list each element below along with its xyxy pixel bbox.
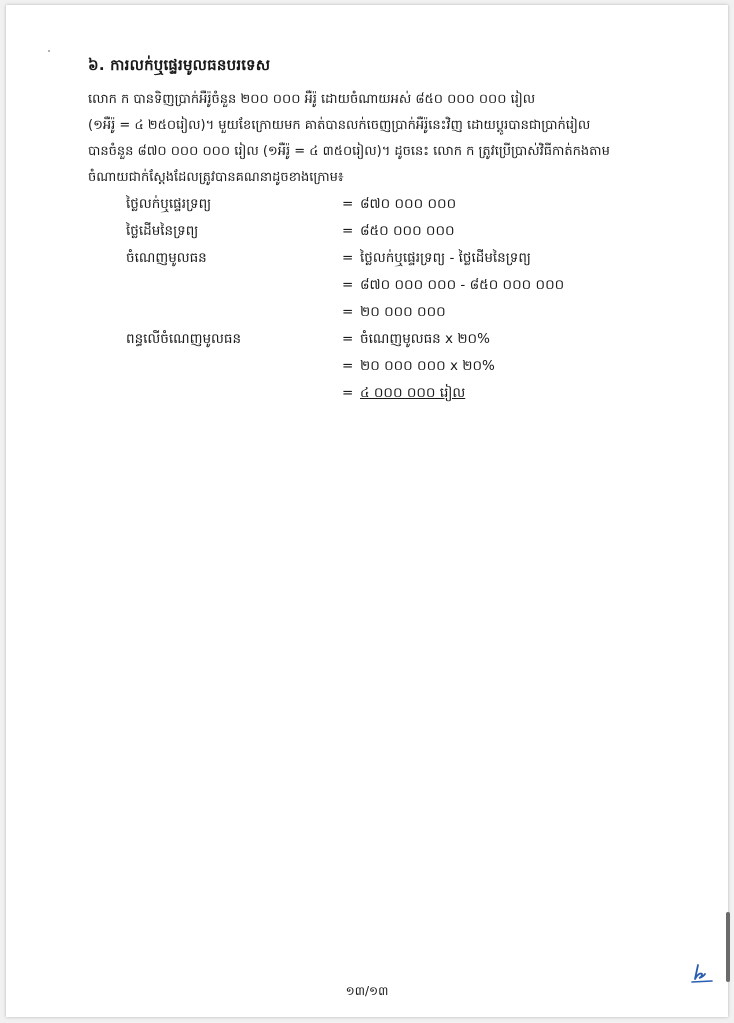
scrollbar-thumb[interactable] [726,912,730,982]
calc-expression [342,195,456,215]
calc-label: ថ្លៃដើមនៃទ្រព្យ [126,223,199,239]
calc-value: ថ្លៃលក់ឬផ្ទេរទ្រព្យ - ថ្លៃដើមនៃទ្រព្យ [360,250,531,266]
paragraph-line: បានចំនួន ៨៧០ ០០០ ០០០ រៀល (១អឺរ៉ូ = ៤ ៣៥០រៀល)។ ដូចនេះ លោក ក ត្រូវប្រើប្រាស់វិធីកាត់កងតាម [88,144,610,159]
calc-value: ២០ ០០០ ០០០ [360,304,446,320]
calc-label: ថ្លៃលក់ឬផ្ទេរទ្រព្យ [126,196,212,212]
calc-value: ៨៧០ ០០០ ០០០ - ៨៥០ ០០០ ០០០ [360,277,565,293]
equals-sign: = [342,358,354,374]
calc-expression [342,357,495,377]
equals-sign: = [342,385,354,401]
speck [48,50,50,52]
equals-sign: = [342,196,354,212]
calc-result-value: ៤ ០០០ ០០០ រៀល [360,385,466,401]
paragraph [88,87,674,191]
calc-label: ចំណេញមូលធន [126,250,207,266]
calc-expression [342,276,564,296]
calc-expression [342,222,455,242]
equals-sign: = [342,331,354,347]
calc-label: ពន្ធលើចំណេញមូលធន [126,331,242,347]
calc-expression [342,303,446,323]
paragraph-line: (១អឺរ៉ូ = ៤ ២៥០រៀល)។ មួយខែក្រោយមក គាត់បានលក់ចេញប្រាក់អឺរ៉ូនេះវិញ ដោយប្តូរបានជាប្រាក់រៀល [88,118,591,133]
calc-expression [342,384,465,404]
section-title: ៦. ការលក់ឬផ្ទេរមូលធនបរទេស [88,56,271,74]
calc-expression [342,249,531,269]
calc-value: ចំណេញមូលធន x ២០% [360,331,490,347]
calc-value: ២០ ០០០ ០០០ x ២០% [360,358,495,374]
page-number: ១៣/១៣ [345,984,389,998]
document-page [6,5,728,1017]
equals-sign: = [342,223,354,239]
calc-value: ៨៥០ ០០០ ០០០ [360,223,455,239]
equals-sign: = [342,304,354,320]
paragraph-line: ចំណាយជាក់ស្តែងដែលត្រូវបានគណនាដូចខាងក្រោម៖ [88,170,344,185]
calc-value: ៨៧០ ០០០ ០០០ [360,196,457,212]
equals-sign: = [342,250,354,266]
calc-expression [342,330,490,350]
equals-sign: = [342,277,354,293]
paragraph-line: លោក ក បានទិញប្រាក់អឺរ៉ូចំនួន ២០០ ០០០ អឺរ៉ូ ដោយចំណាយអស់ ៨៥០ ០០០ ០០០ រៀល [88,92,536,107]
